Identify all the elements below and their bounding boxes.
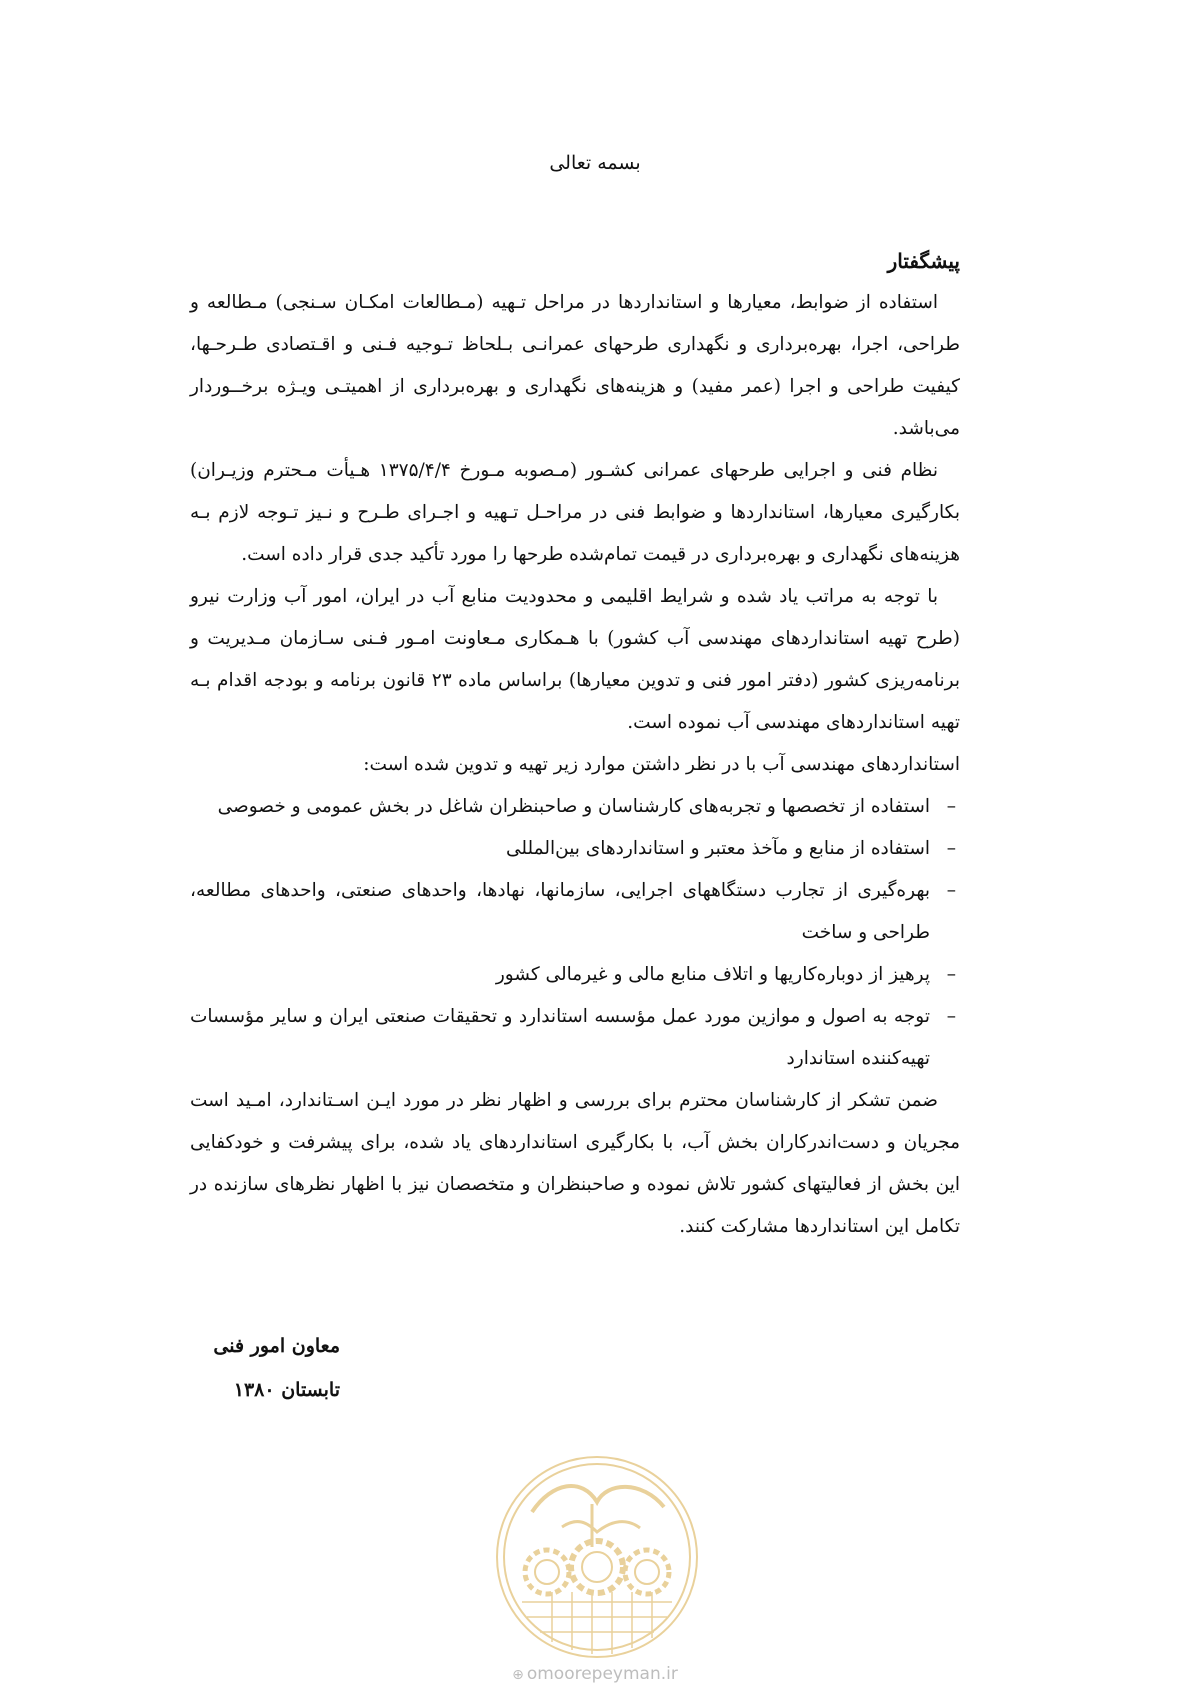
- list-intro: استانداردهای مهندسی آب با در نظر داشتن موارد زیر تهیه و تدوین شده است:: [363, 754, 960, 775]
- closing-paragraph: ضمن تشکر از کارشناسان محترم برای بررسی و اظهار نظر در مورد ایـن اسـتاندارد، امـید است مجریان و دست‌اندرکاران بخش آب، با بکارگیری استانداردهای یاد شده، برای پیشرفت و خودکفایی این بخش از فعالیتهای کشور تلاش نموده و صاحبنظران و متخصصان نیز با اظهار نظرهای سازنده در تکامل این استانداردها مشارکت کنند.: [190, 1090, 960, 1237]
- list-item: [190, 954, 960, 996]
- bullet-dash: –: [946, 796, 956, 817]
- signature-block: [140, 1324, 340, 1412]
- list-item: [190, 996, 960, 1080]
- watermark-website: [480, 1664, 710, 1684]
- bullet-dash: –: [946, 838, 956, 859]
- criteria-list: [190, 786, 960, 1080]
- list-item: [190, 828, 960, 870]
- paragraph-2: نظام فنی و اجرایی طرحهای عمرانی کشـور (مـصوبه مـورخ ۱۳۷۵/۴/۴ هـیأت مـحترم وزیـران) بکارگیری معیارها، استانداردها و ضوابط فنی در مراحـل تـهیه و اجـرای طـرح و نـیز تـوجه لازم بـه هزینه‌های نگهداری و بهره‌برداری در قیمت تمام‌شده طرحها را مورد تأکید جدی قرار داده است.: [190, 460, 960, 565]
- bullet-dash: –: [946, 964, 956, 985]
- watermark-seal-icon: [492, 1452, 702, 1662]
- list-item-text: استفاده از تخصصها و تجربه‌های کارشناسان و صاحبنظران شاغل در بخش عمومی و خصوصی: [217, 796, 930, 817]
- signatory-title: معاون امور فنی: [213, 1335, 340, 1357]
- document-body: [190, 240, 960, 1248]
- basmala-heading: بسمه تعالی: [549, 152, 641, 174]
- signature-date: تابستان ۱۳۸۰: [233, 1379, 340, 1401]
- website-text: omoorepeyman.ir: [526, 1664, 678, 1684]
- list-item-text: پرهیز از دوباره‌کاریها و اتلاف منابع مالی و غیرمالی کشور: [495, 964, 930, 985]
- list-item-text: بهره‌گیری از تجارب دستگاههای اجرایی، سازمانها، نهادها، واحدهای صنعتی، واحدهای مطالعه، طراحی و ساخت: [190, 880, 930, 943]
- list-item: [190, 786, 960, 828]
- bullet-dash: –: [946, 880, 956, 901]
- paragraph-1: استفاده از ضوابط، معیارها و استانداردها در مراحل تـهیه (مـطالعات امکـان سـنجی) مـطالعه و طراحی، اجرا، بهره‌برداری و نگهداری طرحهای عمرانـی بـلحاظ تـوجیه فـنی و اقـتصادی طـرحـها، کیفیت طراحی و اجرا (عمر مفید) و هزینه‌های نگهداری و بهره‌برداری از اهمیتـی ویـژه برخــوردار می‌باشد.: [190, 292, 960, 439]
- globe-icon: ⊕: [512, 1667, 524, 1683]
- paragraph-3: با توجه به مراتب یاد شده و شرایط اقلیمی و محدودیت منابع آب در ایران، امور آب وزارت نیرو (طرح تهیه استانداردهای مهندسی آب کشور) با هـمکاری مـعاونت امـور فـنی سـازمان مـدیریت و برنامه‌ریزی کشور (دفتر امور فنی و تدوین معیارها) براساس ماده ۲۳ قانون برنامه و بودجه اقدام بـه تهیه استانداردهای مهندسی آب نموده است.: [190, 586, 960, 733]
- bullet-dash: –: [946, 1006, 956, 1027]
- list-item-text: استفاده از منابع و مآخذ معتبر و استانداردهای بین‌المللی: [505, 838, 930, 859]
- list-item-text: توجه به اصول و موازین مورد عمل مؤسسه استاندارد و تحقیقات صنعتی ایران و سایر مؤسسات تهیه‌کننده استاندارد: [190, 1006, 930, 1069]
- list-item: [190, 870, 960, 954]
- preface-title: پیشگفتار: [887, 249, 960, 273]
